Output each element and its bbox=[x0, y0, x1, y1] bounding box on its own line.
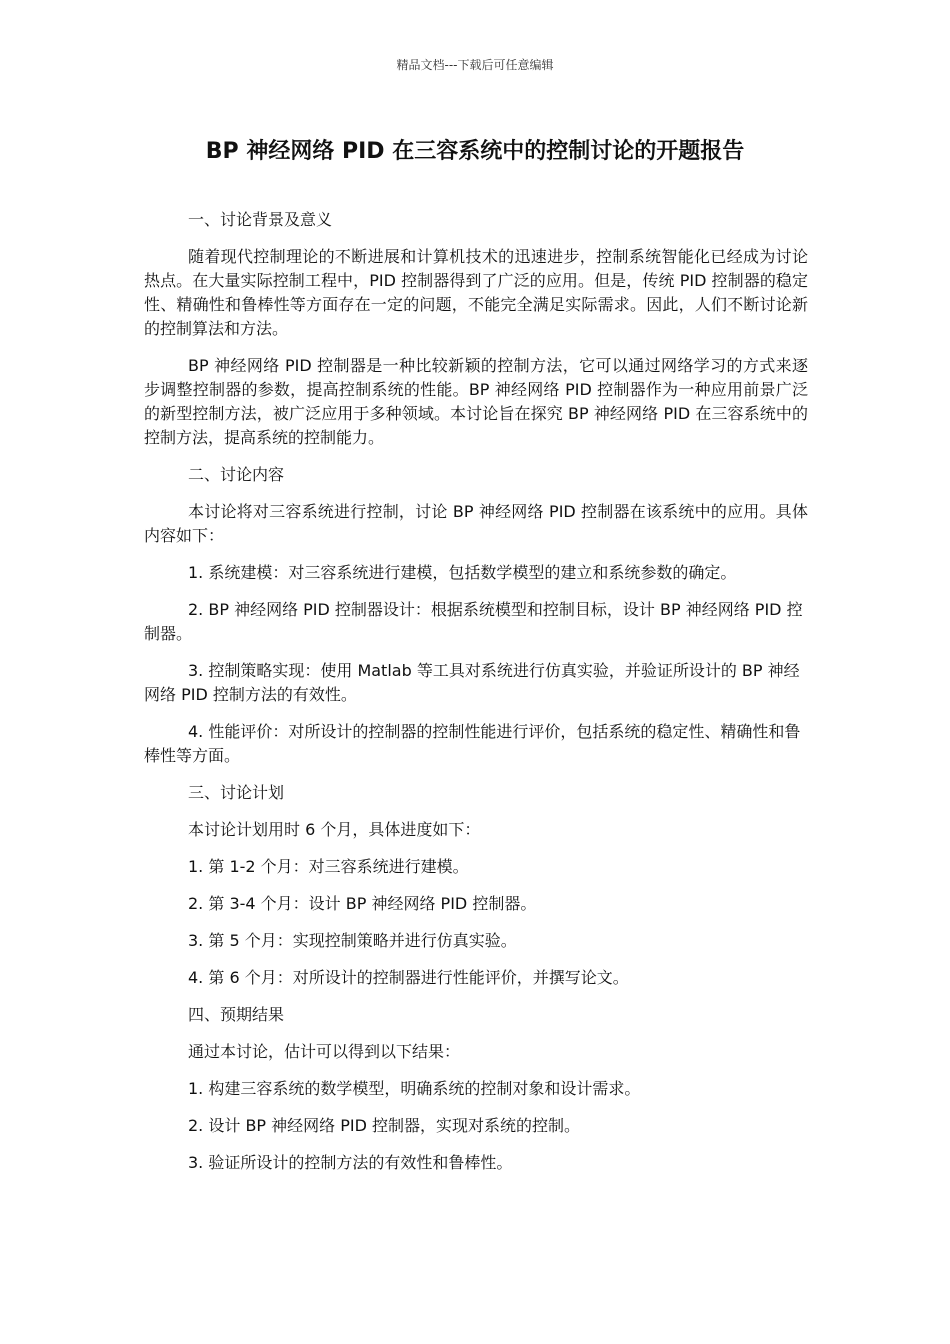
list-item: 1. 第 1-2 个月：对三容系统进行建模。 bbox=[188, 857, 469, 876]
section-heading-results: 四、预期结果 bbox=[188, 1005, 285, 1024]
paragraph-background-2: BP 神经网络 PID 控制器是一种比较新颖的控制方法，它可以通过网络学习的方式来逐步调整控制器的参数，提高控制系统的性能。BP 神经网络 PID 控制器作为一种应用前景广泛的新型控制方法，被广泛应用于多种领域。本讨论旨在探究 BP 神经网络 PID 在三容系统中的控制方法，提高系统的控制能力。 bbox=[144, 356, 808, 447]
list-item: 3. 控制策略实现：使用 Matlab 等工具对系统进行仿真实验，并验证所设计的 BP 神经网络 PID 控制方法的有效性。 bbox=[144, 661, 800, 704]
section-heading-background: 一、讨论背景及意义 bbox=[188, 210, 333, 229]
list-item: 3. 验证所设计的控制方法的有效性和鲁棒性。 bbox=[188, 1153, 513, 1172]
paragraph-content-intro: 本讨论将对三容系统进行控制，讨论 BP 神经网络 PID 控制器在该系统中的应用。具体内容如下： bbox=[144, 502, 808, 545]
list-item: 2. 第 3-4 个月：设计 BP 神经网络 PID 控制器。 bbox=[188, 894, 537, 913]
header-note: 精品文档---下载后可任意编辑 bbox=[396, 58, 554, 72]
document-body bbox=[144, 208, 808, 1188]
section-heading-plan: 三、讨论计划 bbox=[188, 783, 285, 802]
list-item: 4. 性能评价：对所设计的控制器的控制性能进行评价，包括系统的稳定性、精确性和鲁棒性等方面。 bbox=[144, 722, 801, 765]
list-item: 1. 构建三容系统的数学模型，明确系统的控制对象和设计需求。 bbox=[188, 1079, 641, 1098]
paragraph-plan-intro: 本讨论计划用时 6 个月，具体进度如下： bbox=[188, 820, 481, 839]
list-item: 2. BP 神经网络 PID 控制器设计：根据系统模型和控制目标，设计 BP 神经网络 PID 控制器。 bbox=[144, 600, 803, 643]
list-item: 3. 第 5 个月：实现控制策略并进行仿真实验。 bbox=[188, 931, 517, 950]
list-item: 4. 第 6 个月：对所设计的控制器进行性能评价，并撰写论文。 bbox=[188, 968, 629, 987]
paragraph-background-1: 随着现代控制理论的不断进展和计算机技术的迅速进步，控制系统智能化已经成为讨论热点。在大量实际控制工程中，PID 控制器得到了广泛的应用。但是，传统 PID 控制器的稳定性、精确性和鲁棒性等方面存在一定的问题，不能完全满足实际需求。因此，人们不断讨论新的控制算法和方法。 bbox=[144, 247, 808, 338]
list-item: 2. 设计 BP 神经网络 PID 控制器，实现对系统的控制。 bbox=[188, 1116, 581, 1135]
list-item: 1. 系统建模：对三容系统进行建模，包括数学模型的建立和系统参数的确定。 bbox=[188, 563, 737, 582]
document-title: BP 神经网络 PID 在三容系统中的控制讨论的开题报告 bbox=[205, 139, 745, 164]
section-heading-content: 二、讨论内容 bbox=[188, 465, 285, 484]
paragraph-results-intro: 通过本讨论，估计可以得到以下结果： bbox=[188, 1042, 461, 1061]
